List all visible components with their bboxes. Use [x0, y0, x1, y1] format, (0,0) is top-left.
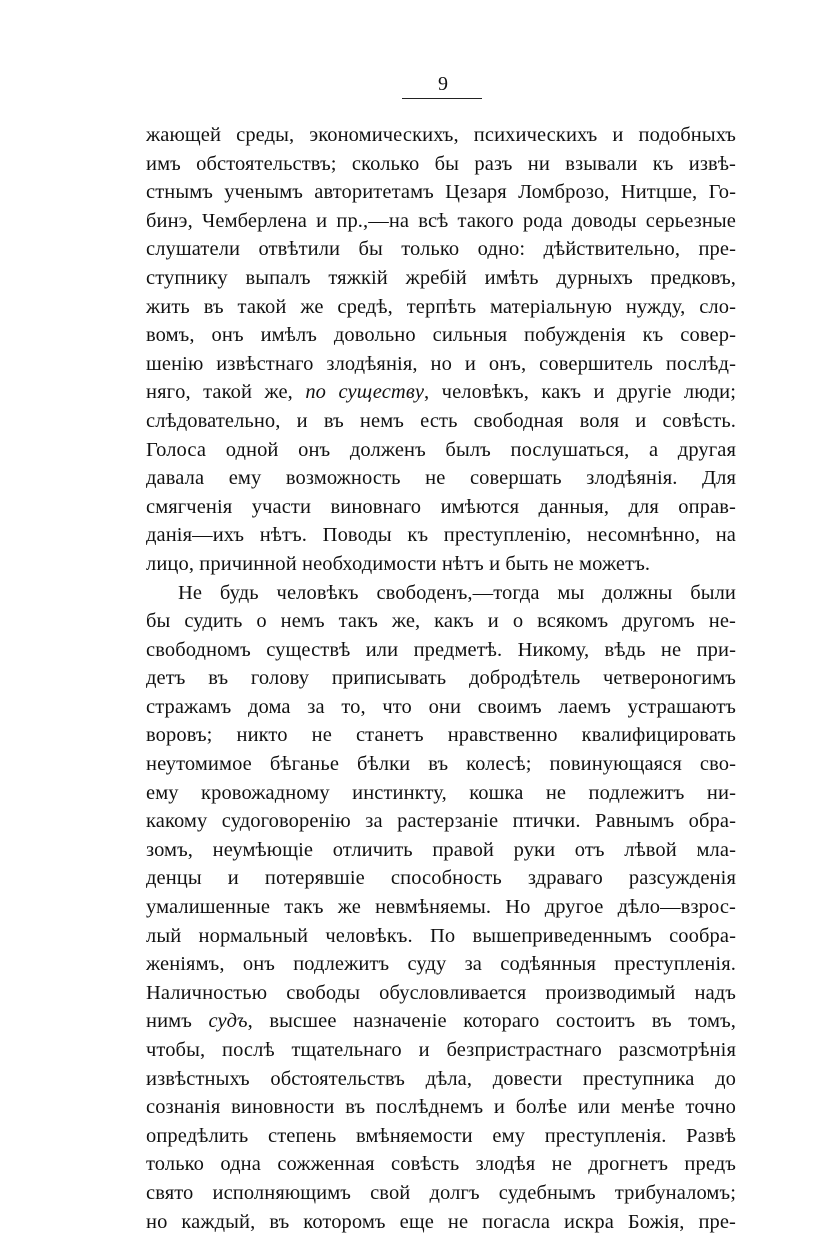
- paragraph-2: [146, 579, 736, 1236]
- text-line-with-emphasis: [146, 378, 736, 407]
- text-line: бы судить о немъ такъ же, какъ и о всякомъ другомъ не-: [146, 607, 736, 636]
- text-line: слушатели отвѣтили бы только одно: дѣйствительно, пре-: [146, 235, 736, 264]
- text-line: зомъ, неумѣющіе отличить правой руки отъ лѣвой мла-: [146, 836, 736, 865]
- text-segment: нягo, такой же,: [146, 381, 305, 403]
- text-line: опредѣлить степень вмѣняемости ему преступленія. Развѣ: [146, 1122, 736, 1151]
- text-line: воровъ; никто не станетъ нравственно квалифицировать: [146, 721, 736, 750]
- text-line: давала ему возможность не совершать злодѣянія. Для: [146, 464, 736, 493]
- text-line: извѣстныхъ обстоятельствъ дѣла, довести преступника до: [146, 1065, 736, 1094]
- text-segment: , высшее назначеніе котораго состоитъ въ томъ,: [248, 1010, 736, 1032]
- text-line: только одна сожженная совѣсть злодѣя не дрогнетъ предъ: [146, 1150, 736, 1179]
- text-line: сознанія виновности въ послѣднемъ и болѣе или менѣе точно: [146, 1093, 736, 1122]
- text-line: стражамъ дома за то, что они своимъ лаемъ устрашаютъ: [146, 693, 736, 722]
- text-line: неутомимое бѣганье бѣлки въ колесѣ; повинующаяся сво-: [146, 750, 736, 779]
- text-line: денцы и потерявшіе способность здраваго разсужденія: [146, 864, 736, 893]
- text-line: Не будь человѣкъ свободенъ,—тогда мы должны были: [146, 579, 736, 608]
- text-line: жить въ такой же средѣ, терпѣть матеріальную нужду, сло-: [146, 293, 736, 322]
- text-line: лый нормальный человѣкъ. По вышеприведеннымъ сообра-: [146, 922, 736, 951]
- text-line: лицо, причинной необходимости нѣтъ и быть не можетъ.: [146, 550, 736, 579]
- text-line: данія—ихъ нѣтъ. Поводы къ преступленію, несомнѣнно, на: [146, 521, 736, 550]
- paragraph-1: [146, 121, 736, 579]
- text-line: жающей среды, экономическихъ, психическихъ и подобныхъ: [146, 121, 736, 150]
- text-line: свободномъ существѣ или предметѣ. Никому, вѣдь не при-: [146, 636, 736, 665]
- text-line: вомъ, онъ имѣлъ довольно сильныя побужденія къ совер-: [146, 321, 736, 350]
- text-line: бинэ, Чемберлена и пр.,—на всѣ такого рода доводы серьезные: [146, 207, 736, 236]
- text-line: чтобы, послѣ тщательнаго и безпристрастнаго разсмотрѣнія: [146, 1036, 736, 1065]
- text-line: но каждый, въ которомъ еще не погасла искра Божія, пре-: [146, 1208, 736, 1236]
- text-line-with-emphasis: [146, 1007, 736, 1036]
- text-line: Наличностью свободы обусловливается производимый надъ: [146, 979, 736, 1008]
- emphasis-text: судъ: [208, 1010, 247, 1032]
- body-text: [146, 121, 736, 1236]
- text-segment: нимъ: [146, 1010, 208, 1032]
- text-segment: , человѣкъ, какъ и другіе люди;: [424, 381, 736, 403]
- text-line: Голоса одной онъ долженъ былъ послушаться, а другая: [146, 436, 736, 465]
- text-line: женіямъ, онъ подлежитъ суду за содѣянныя преступленія.: [146, 950, 736, 979]
- text-line: умалишенные такъ же невмѣняемы. Но другое дѣло—взрос-: [146, 893, 736, 922]
- text-line: слѣдовательно, и въ немъ есть свободная воля и совѣсть.: [146, 407, 736, 436]
- text-line: ступнику выпалъ тяжкій жребій имѣть дурныхъ предковъ,: [146, 264, 736, 293]
- text-line: свято исполняющимъ свой долгъ судебнымъ трибуналомъ;: [146, 1179, 736, 1208]
- text-line: детъ въ голову приписывать добродѣтель четвероногимъ: [146, 664, 736, 693]
- text-line: шенію извѣстнаго злодѣянія, но и онъ, совершитель послѣд-: [146, 350, 736, 379]
- text-line: смягченія участи виновнаго имѣются данныя, для оправ-: [146, 493, 736, 522]
- page-number: 9: [405, 72, 481, 96]
- page-number-rule: [402, 98, 482, 99]
- text-line: имъ обстоятельствъ; сколько бы разъ ни взывали къ извѣ-: [146, 150, 736, 179]
- text-line: какому судоговоренію за растерзаніе птички. Равнымъ обра-: [146, 807, 736, 836]
- text-line: ему кровожадному инстинкту, кошка не подлежитъ ни-: [146, 779, 736, 808]
- emphasis-text: по существу: [305, 381, 424, 403]
- text-line: стнымъ ученымъ авторитетамъ Цезаря Ломброзо, Нитцше, Го-: [146, 178, 736, 207]
